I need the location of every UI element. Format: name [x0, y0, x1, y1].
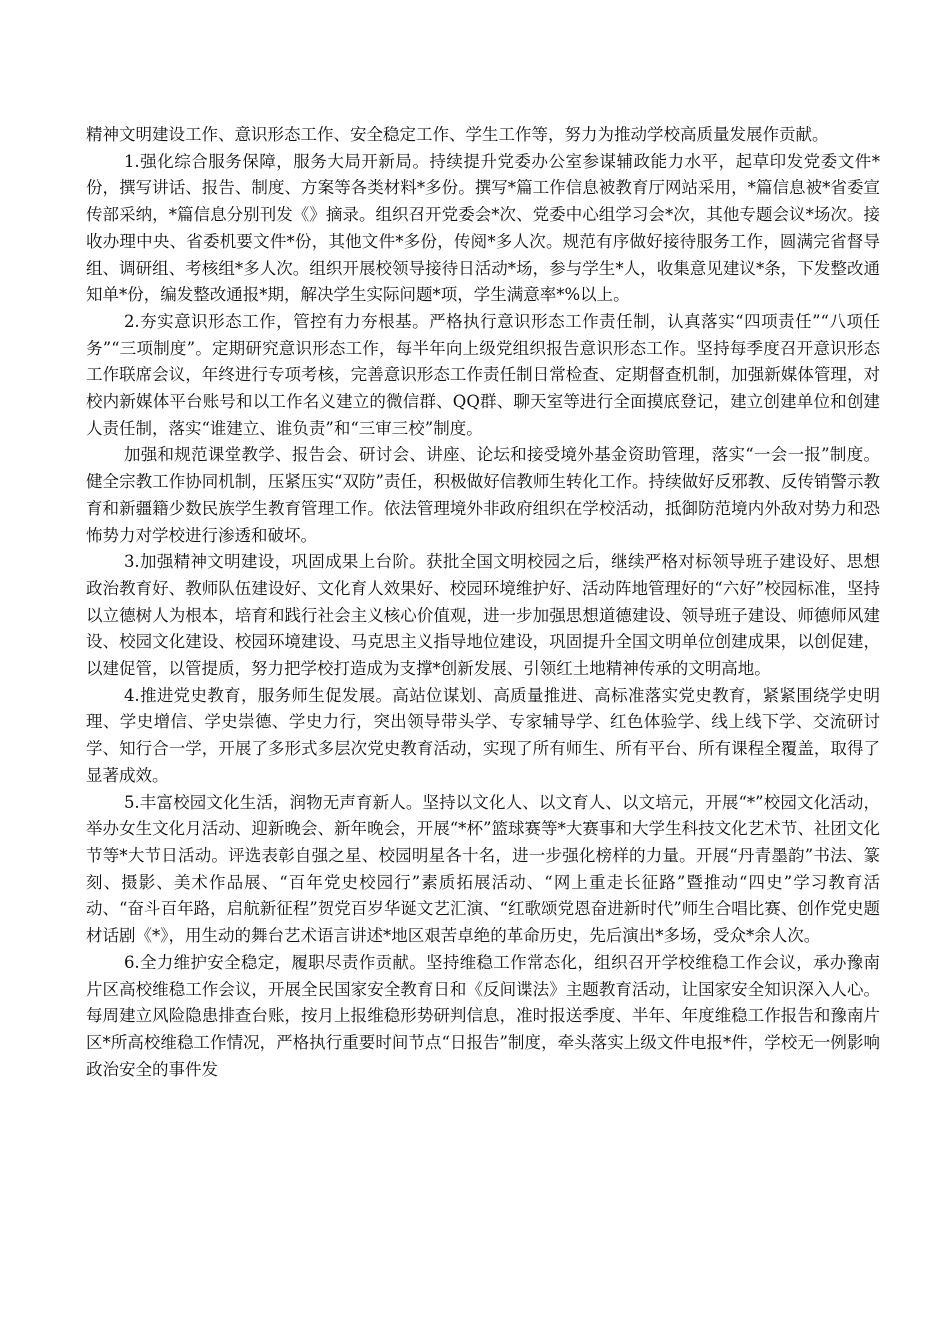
paragraph-campus-culture: 5.丰富校园文化生活，润物无声育新人。坚持以文化人、以文育人、以文培元，开展“*”校园文化活动，举办女生文化月活动、迎新晚会、新年晚会，开展“*杯”篮球赛等*大赛事和大学生科技文化艺术节、社团文化节等*大节日活动。评选表彰自强之星、校园明星各十名，进一步强化榜样的力量。开展“丹青墨韵”书法、篆刻、摄影、美术作品展、“百年党史校园行”素质拓展活动、“网上重走长征路”暨推动“四史”学习教育活动、“奋斗百年路，启航新征程”贺党百岁华诞文艺汇演、“红歌颂党恩奋进新时代”师生合唱比赛、创作党史题材话剧《*》，用生动的舞台艺术语言讲述*地区艰苦卓绝的革命历史，先后演出*多场，受众*余人次。: [86, 792, 880, 946]
paragraph-service-guarantee: 1.强化综合服务保障，服务大局开新局。持续提升党委办公室参谋辅政能力水平，起草印发党委文件*份，撰写讲话、报告、制度、方案等各类材料*多份。撰写*篇工作信息被教育厅网站采用，*篇信息被*省委宣传部采纳，*篇信息分别刊发《》摘录。组织召开党委会*次、党委中心组学习会*次，其他专题会议*场次。接收办理中央、省委机要文件*份，其他文件*多份，传阅*多人次。规范有序做好接待服务工作，圆满完省督导组、调研组、考核组*多人次。组织开展校领导接待日活动*场，参与学生*人，收集意见建议*条，下发整改通知单*份，编发整改通报*期，解决学生实际问题*项，学生满意率*%以上。: [86, 151, 880, 305]
paragraph-ideology-work: 2.夯实意识形态工作，管控有力夯根基。严格执行意识形态工作责任制，认真落实“四项责任”“八项任务”“三项制度”。定期研究意识形态工作，每半年向上级党组织报告意识形态工作。坚持每季度召开意识形态工作联席会议，年终进行专项考核，完善意识形态工作责任制日常检查、定期督查机制，加强新媒体管理，对校内新媒体平台账号和以工作名义建立的微信群、QQ群、聊天室等进行全面摸底登记，建立创建单位和创建人责任制，落实“谁建立、谁负责”和“三审三校”制度。: [86, 311, 880, 438]
paragraph-party-history: 4.推进党史教育，服务师生促发展。高站位谋划、高质量推进、高标准落实党史教育，紧紧围绕学史明理、学史增信、学史崇德、学史力行，突出领导带头学、专家辅导学、红色体验学、线上线下学、交流研讨学、知行合一学，开展了多形式多层次党史教育活动，实现了所有师生、所有平台、所有课程全覆盖，取得了显著成效。: [86, 685, 880, 785]
paragraph-spiritual-civilization: 3.加强精神文明建设，巩固成果上台阶。获批全国文明校园之后，继续严格对标领导班子建设好、思想政治教育好、教师队伍建设好、文化育人效果好、校园环境维护好、活动阵地管理好的“六好”校园标准，坚持以立德树人为根本，培育和践行社会主义核心价值观，进一步加强思想道德建设、领导班子建设、师德师风建设、校园文化建设、校园环境建设、马克思主义指导地位建设，巩固提升全国文明单位创建成果，以创促建，以建促管，以管提质，努力把学校打造成为支撑*创新发展、引领红土地精神传承的文明高地。: [86, 552, 880, 679]
paragraph-continuation: 精神文明建设工作、意识形态工作、安全稳定工作、学生工作等，努力为推动学校高质量发展作贡献。: [86, 125, 829, 144]
paragraph-safety-stability: 6.全力维护安全稳定，履职尽责作贡献。坚持维稳工作常态化，组织召开学校维稳工作会议，承办豫南片区高校维稳工作会议，开展全民国家安全教育日和《反间谍法》主题教育活动，让国家安全知识深入人心。每周建立风险隐患排查台账，按月上报维稳形势研判信息，准时报送季度、半年、年度维稳工作报告和豫南片区*所高校维稳工作情况，严格执行重要时间节点“日报告”制度，牵头落实上级文件电报*件，学校无一例影响政治安全的事件发: [86, 952, 880, 1079]
paragraph-classroom-management: 加强和规范课堂教学、报告会、研讨会、讲座、论坛和接受境外基金资助管理，落实“一会一报”制度。健全宗教工作协同机制，压紧压实“双防”责任，积极做好信教师生转化工作。持续做好反邪教、反传销警示教育和新疆籍少数民族学生教育管理工作。依法管理境外非政府组织在学校活动，抵御防范境内外敌对势力和恐怖势力对学校进行渗透和破坏。: [86, 445, 880, 545]
document-body: [86, 122, 880, 1083]
